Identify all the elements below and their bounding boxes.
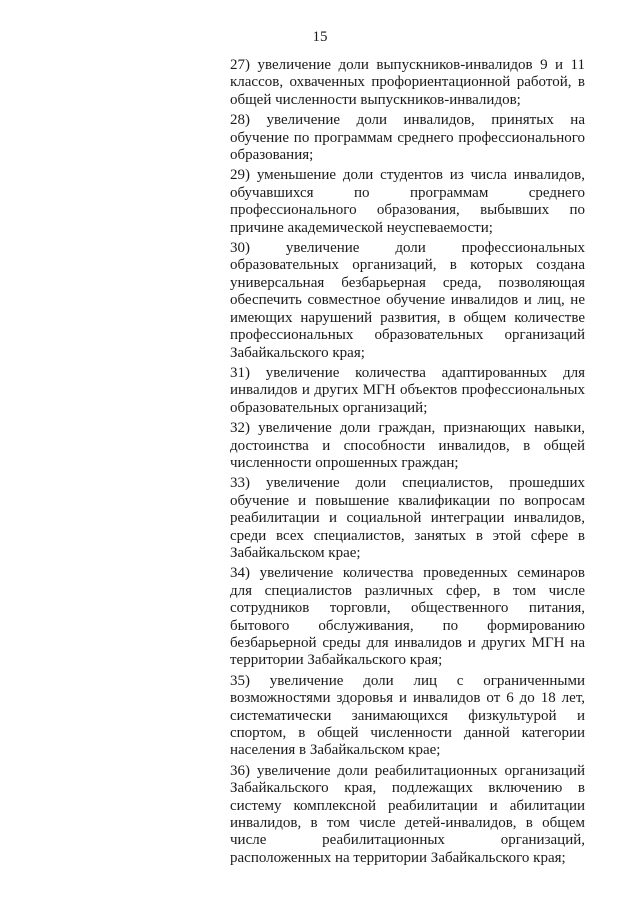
page-number: 15 xyxy=(312,29,328,45)
list-item-35 xyxy=(230,673,585,760)
text-line: имеющих нарушений развития, в общем количестве xyxy=(230,309,585,326)
list-item-28 xyxy=(230,112,585,164)
text-line: 27) увеличение доли выпускников-инвалидов 9 и 11 xyxy=(230,57,585,73)
text-line: обучавшихся по программам среднего xyxy=(230,184,585,201)
text-line: 32) увеличение доли граждан, признающих навыки, xyxy=(230,420,585,437)
text-line: расположенных на территории Забайкальского края; xyxy=(230,849,566,866)
list-item-27 xyxy=(230,57,585,109)
text-line: обучение по программам среднего профессионального xyxy=(230,129,585,146)
text-line: образовательных организаций; xyxy=(230,399,428,416)
text-line: бытового обслуживания, по формированию xyxy=(230,617,585,634)
text-line: 34) увеличение количества проведенных семинаров xyxy=(230,565,585,582)
text-line: населения в Забайкальском крае; xyxy=(230,742,441,759)
list-item-31 xyxy=(230,365,585,417)
document-body xyxy=(230,57,585,870)
text-line: общей численности выпускников-инвалидов; xyxy=(230,91,521,108)
text-line: числе реабилитационных организаций, xyxy=(230,832,585,849)
list-item-30 xyxy=(230,240,585,362)
text-line: обучение и повышение квалификации по вопросам xyxy=(230,492,585,509)
text-line: возможностями здоровья и инвалидов от 6 до 18 лет, xyxy=(230,690,585,707)
text-line: систему комплексной реабилитации и абилитации xyxy=(230,797,585,814)
text-line: 31) увеличение количества адаптированных для xyxy=(230,364,585,381)
text-line: безбарьерной среды для инвалидов и других МГН на xyxy=(230,635,585,651)
text-line: причине академической неуспеваемости; xyxy=(230,219,493,236)
list-item-34 xyxy=(230,565,585,669)
text-line: профессионального образования, выбывших по xyxy=(230,202,585,219)
text-line: профессиональных образовательных организаций xyxy=(230,327,585,344)
text-line: реабилитации и социальной интеграции инвалидов, xyxy=(230,510,585,527)
text-line: 33) увеличение доли специалистов, прошедших xyxy=(230,475,585,492)
text-line: спортом, в общей численности данной категории xyxy=(230,725,585,742)
text-line: достоинства и способности инвалидов, в общей xyxy=(230,437,585,454)
text-line: сотрудников торговли, общественного питания, xyxy=(230,600,585,617)
text-line: образовательных организаций, в которых создана xyxy=(230,257,585,274)
text-line: для специалистов различных сфер, в том числе xyxy=(230,582,585,599)
text-line: образования; xyxy=(230,147,314,164)
text-line: 36) увеличение доли реабилитационных организаций xyxy=(230,762,585,779)
text-line: Забайкальского края; xyxy=(230,344,365,361)
text-line: 29) уменьшение доли студентов из числа инвалидов, xyxy=(230,167,585,184)
text-line: инвалидов, в том числе детей-инвалидов, в общем xyxy=(230,815,585,832)
text-line: инвалидов и других МГН объектов профессиональных xyxy=(230,382,585,399)
text-line: 30) увеличение доли профессиональных xyxy=(230,240,585,257)
text-line: среди всех специалистов, занятых в этой сфере в xyxy=(230,527,585,544)
text-line: численности опрошенных граждан; xyxy=(230,454,459,471)
text-line: обеспечить совместное обучение инвалидов и лиц, не xyxy=(230,292,585,309)
list-item-32 xyxy=(230,420,585,472)
text-line: универсальная безбарьерная среда, позволяющая xyxy=(230,274,585,291)
list-item-33 xyxy=(230,475,585,562)
text-line: Забайкальском крае; xyxy=(230,544,361,561)
text-line: территории Забайкальского края; xyxy=(230,652,443,669)
text-line: 28) увеличение доли инвалидов, принятых на xyxy=(230,112,585,129)
list-item-29 xyxy=(230,167,585,237)
text-line: 35) увеличение доли лиц с ограниченными xyxy=(230,672,585,689)
text-line: систематически занимающихся физкультурой и xyxy=(230,707,585,724)
list-item-36 xyxy=(230,763,585,867)
text-line: классов, охваченных профориентационной работой, в xyxy=(230,74,585,91)
text-line: Забайкальского края, подлежащих включению в xyxy=(230,780,585,797)
